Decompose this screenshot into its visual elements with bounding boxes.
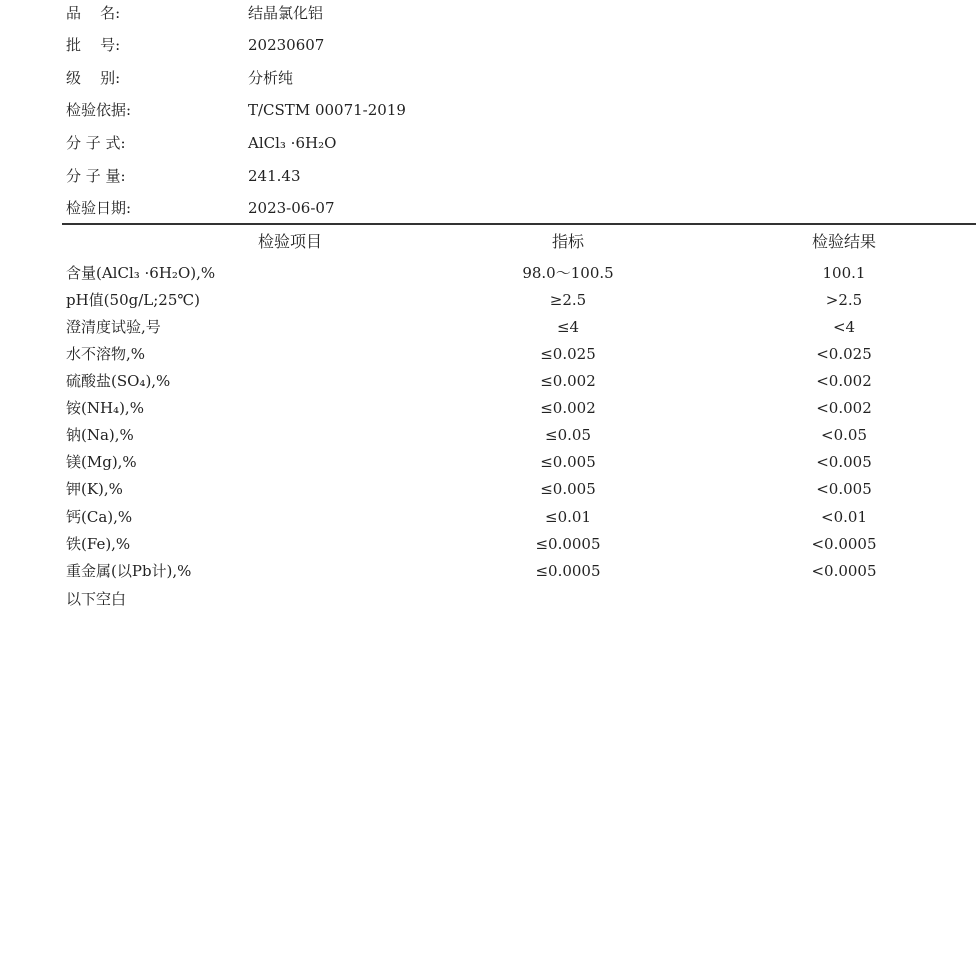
meta-label: 分 子 式: <box>66 134 126 152</box>
column-header-result: 检验结果 <box>811 232 876 251</box>
row-item: 水不溶物,% <box>66 345 146 363</box>
row-spec: ≥2.5 <box>549 291 587 309</box>
row-item: pH值(50g/L;25℃) <box>66 291 201 309</box>
meta-label: 品 名: <box>66 4 121 22</box>
row-spec: ≤0.005 <box>540 480 596 498</box>
row-spec: 98.0～100.5 <box>522 264 614 282</box>
meta-label: 分 子 量: <box>66 167 126 185</box>
meta-value: 2023-06-07 <box>248 199 335 217</box>
row-spec: ≤0.01 <box>545 508 591 526</box>
row-item: 钠(Na),% <box>66 426 134 444</box>
row-result: <0.0005 <box>811 535 877 553</box>
row-item: 含量(AlCl₃ ·6H₂O),% <box>66 264 216 282</box>
row-result: <0.0005 <box>811 562 877 580</box>
row-spec: ≤4 <box>556 318 580 336</box>
meta-label: 检验依据: <box>66 101 132 119</box>
row-result: <0.005 <box>816 480 872 498</box>
row-result: <0.05 <box>821 426 867 444</box>
row-result: <0.002 <box>816 372 872 390</box>
meta-value: T/CSTM 00071-2019 <box>248 101 406 119</box>
row-spec: ≤0.005 <box>540 453 596 471</box>
meta-value: 结晶氯化铝 <box>248 4 324 22</box>
row-result: <0.025 <box>816 345 872 363</box>
row-spec: ≤0.002 <box>540 399 596 417</box>
row-spec: ≤0.0005 <box>535 535 601 553</box>
row-spec: ≤0.025 <box>540 345 596 363</box>
row-item: 铵(NH₄),% <box>66 399 144 417</box>
row-spec: ≤0.002 <box>540 372 596 390</box>
row-item: 钾(K),% <box>66 480 123 498</box>
meta-value: 241.43 <box>248 167 301 185</box>
row-item: 铁(Fe),% <box>66 535 131 553</box>
row-item: 镁(Mg),% <box>66 453 137 471</box>
header-divider <box>62 223 976 225</box>
row-result: <0.005 <box>816 453 872 471</box>
row-spec: ≤0.0005 <box>535 562 601 580</box>
column-header-spec: 指标 <box>551 232 584 251</box>
row-result: <0.01 <box>821 508 867 526</box>
meta-value: AlCl₃ ·6H₂O <box>248 134 337 152</box>
meta-value: 20230607 <box>248 36 325 54</box>
column-header-item: 检验项目 <box>257 232 322 251</box>
meta-value: 分析纯 <box>248 69 294 87</box>
row-result: 100.1 <box>822 264 866 282</box>
table-footer-note: 以下空白 <box>66 590 127 608</box>
meta-label: 批 号: <box>66 36 121 54</box>
meta-label: 级 别: <box>66 69 121 87</box>
meta-label: 检验日期: <box>66 199 132 217</box>
row-item: 硫酸盐(SO₄),% <box>66 372 171 390</box>
row-spec: ≤0.05 <box>545 426 591 444</box>
row-item: 钙(Ca),% <box>66 508 133 526</box>
row-item: 澄清度试验,号 <box>66 318 161 336</box>
row-result: <0.002 <box>816 399 872 417</box>
row-result: <4 <box>832 318 856 336</box>
row-item: 重金属(以Pb计),% <box>66 562 192 580</box>
row-result: >2.5 <box>825 291 863 309</box>
